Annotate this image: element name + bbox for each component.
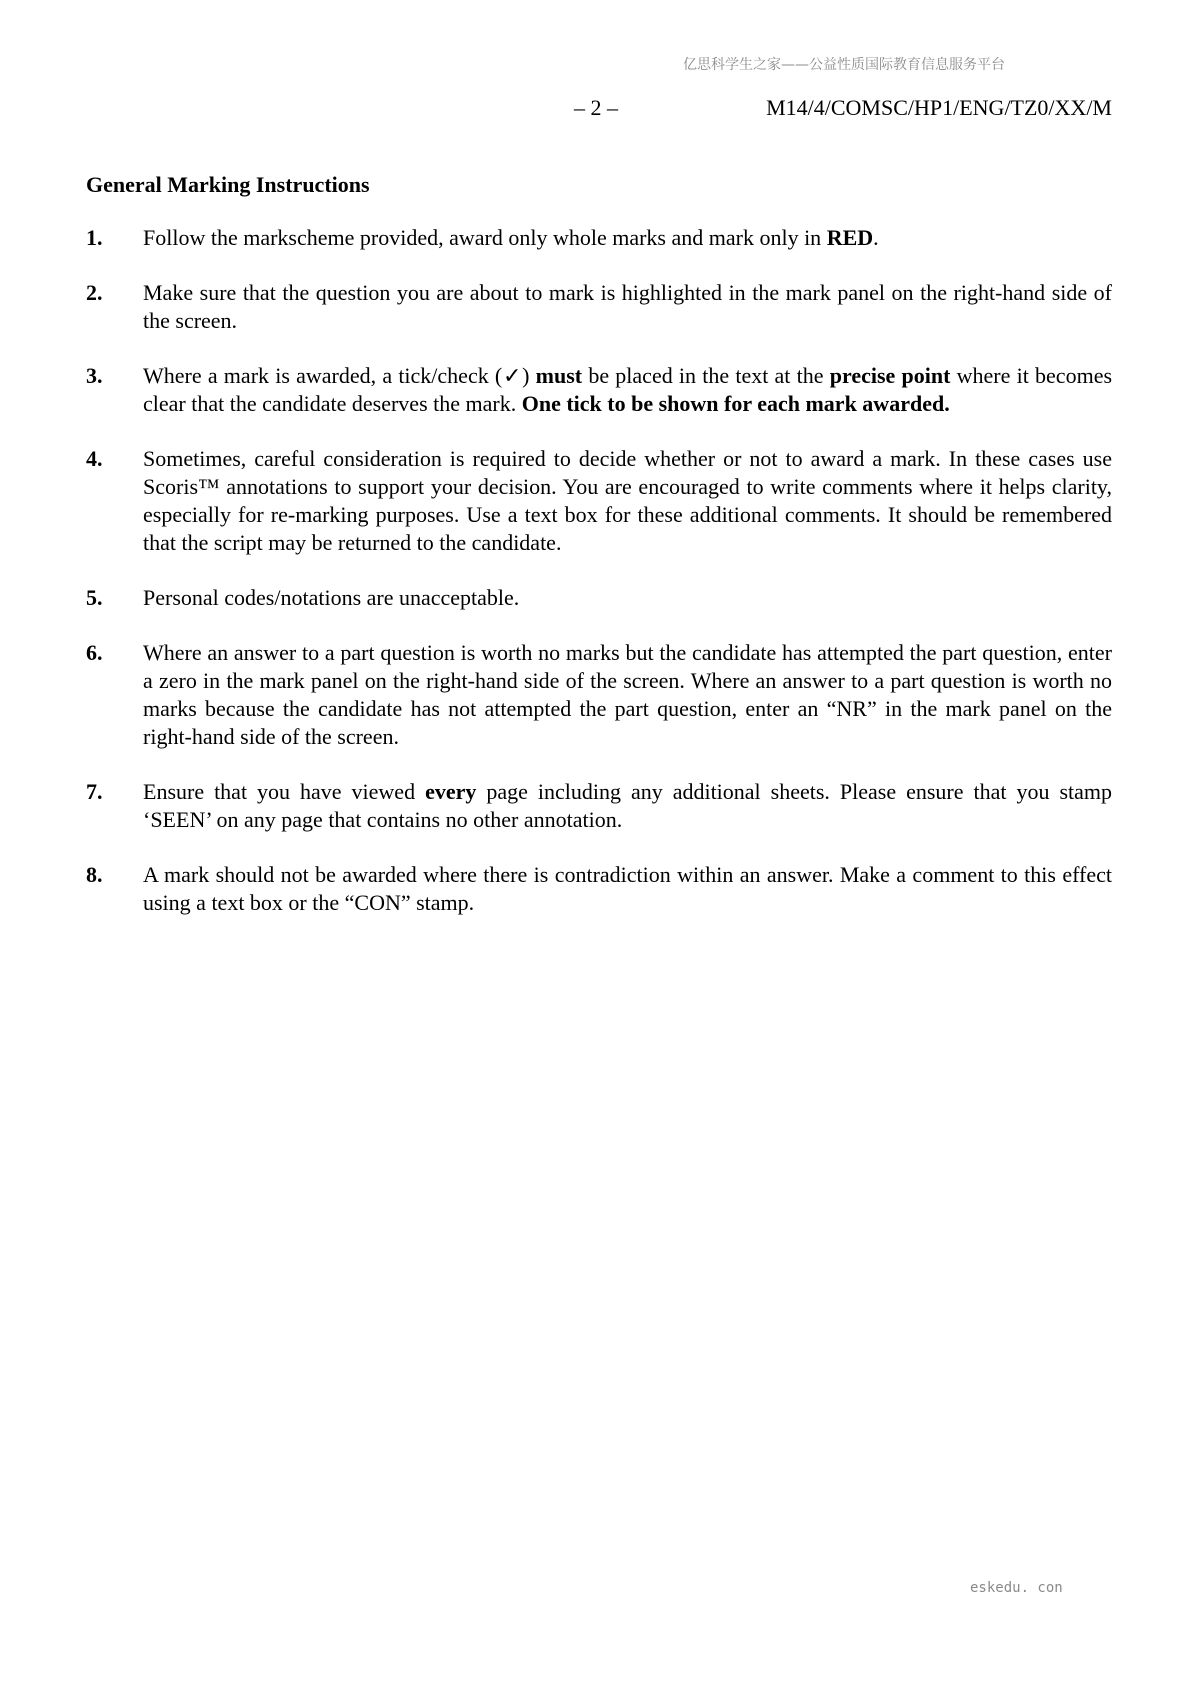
instruction-segment: Make sure that the question you are about to mark is highlighted in the mark panel on the right-hand side of the screen. xyxy=(143,280,1112,333)
instruction-number: 7. xyxy=(86,779,103,804)
instruction-text xyxy=(143,778,1112,834)
instruction-segment: where it becomes clear that the candidate deserves the mark. xyxy=(143,363,1113,416)
instruction-item xyxy=(86,279,1112,335)
instruction-number: 2. xyxy=(86,280,103,305)
instruction-segment: Sometimes, careful consideration is required to decide whether or not to award a mark. In these cases use Scoris™ annotations to support your decision. You are encouraged to write comments where it helps clarity, especially for re-marking purposes. Use a text box for these additional comments. It should be remembered that the script may be returned to the candidate. xyxy=(143,446,1112,555)
emphasis-text: must xyxy=(535,363,583,388)
instruction-text xyxy=(143,639,1112,751)
document-code: M14/4/COMSC/HP1/ENG/TZ0/XX/M xyxy=(766,95,1112,120)
instruction-item xyxy=(86,639,1112,751)
instruction-item xyxy=(86,362,1112,418)
instruction-item xyxy=(86,445,1112,557)
instruction-segment: be placed in the text at the xyxy=(582,363,830,388)
instruction-item xyxy=(86,861,1112,917)
instruction-number: 5. xyxy=(86,585,103,610)
emphasis-text: precise point xyxy=(829,363,951,388)
emphasis-text: One tick to be shown for each mark awarded. xyxy=(521,391,950,416)
instruction-segment: A mark should not be awarded where there is contradiction within an answer. Make a comment to this effect using a text box or the “CON” stamp. xyxy=(143,862,1112,915)
instruction-text xyxy=(143,861,1112,917)
instruction-segment: page including any additional sheets. Please ensure that you stamp ‘SEEN’ on any page that contains no other annotation. xyxy=(143,779,1112,832)
emphasis-text: RED xyxy=(826,225,874,250)
instruction-segment: Follow the markscheme provided, award only whole marks and mark only in xyxy=(143,225,827,250)
instruction-segment: Where an answer to a part question is worth no marks but the candidate has attempted the part question, enter a zero in the mark panel on the right-hand side of the screen. Where an answer to a part question is worth no marks because the candidate has not attempted the part question, enter an “NR” in the mark panel on the right-hand side of the screen. xyxy=(143,640,1112,749)
instruction-item xyxy=(86,224,1112,252)
instruction-segment: Ensure that you have viewed xyxy=(143,779,426,804)
instruction-segment: Personal codes/notations are unacceptable. xyxy=(143,585,520,610)
page-number: – 2 – xyxy=(574,95,618,120)
section-title: General Marking Instructions xyxy=(86,172,370,197)
instruction-segment: Where a mark is awarded, a tick/check (✓) xyxy=(143,363,536,388)
instruction-number: 3. xyxy=(86,363,103,388)
instruction-text xyxy=(143,584,1112,612)
footer-watermark: eskedu. con xyxy=(970,1580,1063,1596)
instruction-text xyxy=(143,445,1112,557)
emphasis-text: every xyxy=(425,779,477,804)
instruction-number: 6. xyxy=(86,640,103,665)
instruction-item xyxy=(86,778,1112,834)
instruction-text xyxy=(143,362,1112,418)
instruction-number: 4. xyxy=(86,446,103,471)
instruction-list xyxy=(86,224,1112,944)
header-watermark: 亿思科学生之家——公益性质国际教育信息服务平台 xyxy=(683,57,1005,73)
instruction-number: 8. xyxy=(86,862,103,887)
instruction-item xyxy=(86,584,1112,612)
instruction-number: 1. xyxy=(86,225,103,250)
instruction-text xyxy=(143,279,1112,335)
instruction-text xyxy=(143,224,1112,252)
instruction-segment: . xyxy=(873,225,879,250)
